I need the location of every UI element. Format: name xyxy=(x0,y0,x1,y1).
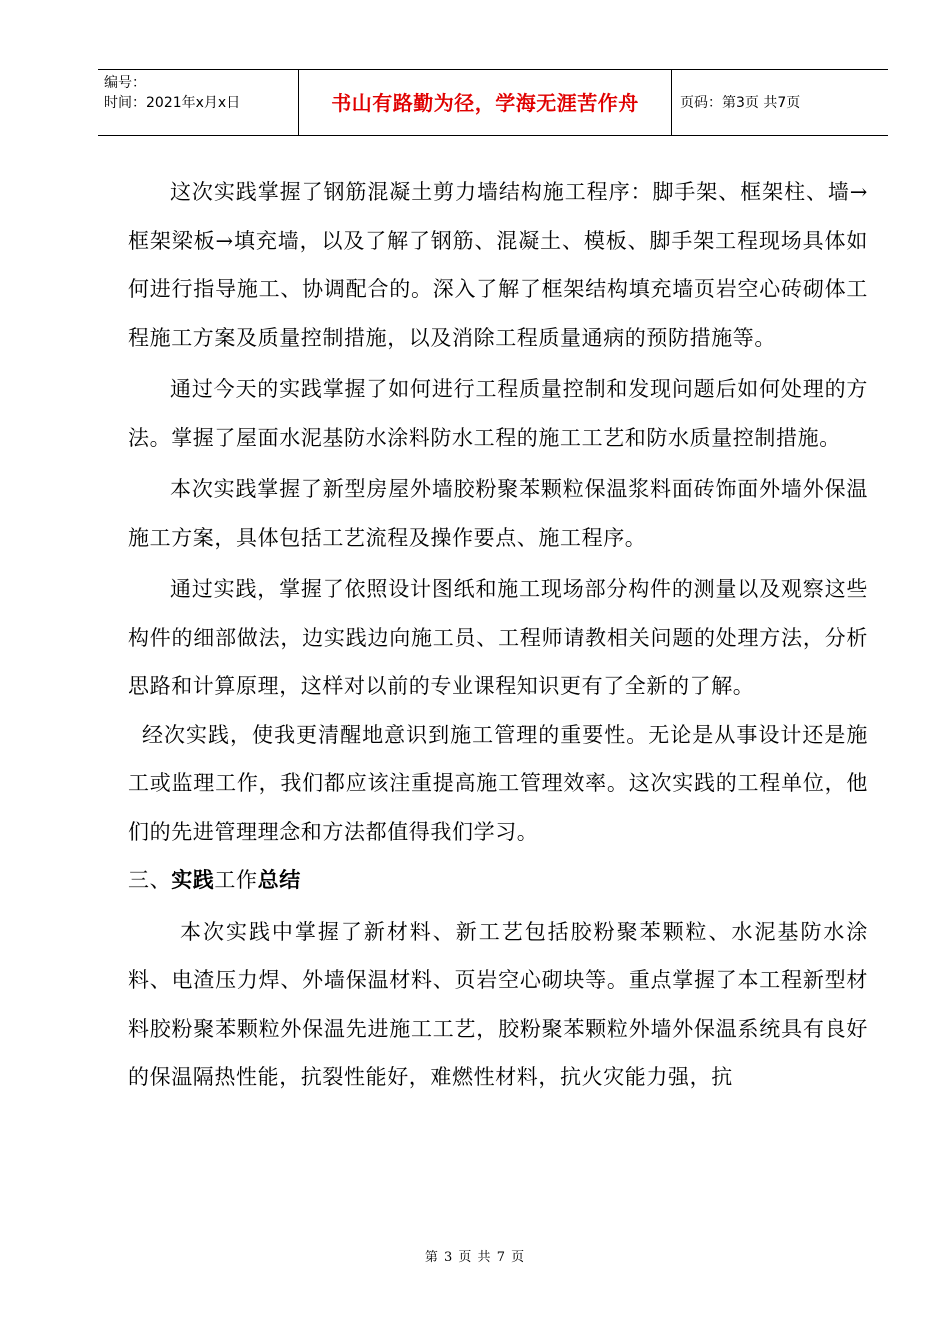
header-meta-cell xyxy=(98,70,299,136)
section-prefix: 三、 xyxy=(128,868,172,892)
section-middle: 工作 xyxy=(214,868,258,892)
section-bold-2: 总结 xyxy=(257,868,301,892)
page-header xyxy=(98,69,888,136)
document-body xyxy=(128,168,868,1102)
paragraph-2: 通过今天的实践掌握了如何进行工程质量控制和发现问题后如何处理的方法。掌握了屋面水泥基防水涂料防水工程的施工工艺和防水质量控制措施。 xyxy=(128,377,868,450)
header-motto: 书山有路勤为径，学海无涯苦作舟 xyxy=(299,70,672,136)
paragraph-5: 经次实践，使我更清醒地意识到施工管理的重要性。无论是从事设计还是施工或监理工作，我们都应该注重提高施工管理效率。这次实践的工程单位，他们的先进管理理念和方法都值得我们学习。 xyxy=(128,722,868,844)
header-page-info: 页码：第3页 共7页 xyxy=(680,95,801,111)
section-paragraph: 本次实践中掌握了新材料、新工艺包括胶粉聚苯颗粒、水泥基防水涂料、电渣压力焊、外墙保温材料、页岩空心砌块等。重点掌握了本工程新型材料胶粉聚苯颗粒外保温先进施工工艺，胶粉聚苯颗粒外墙外保温系统具有良好的保温隔热性能，抗裂性能好，难燃性材料，抗火灾能力强，抗 xyxy=(128,919,868,1089)
code-label: 编号： xyxy=(104,75,146,91)
section-heading xyxy=(128,856,868,905)
section-bold-1: 实践 xyxy=(171,868,215,892)
paragraph-4: 通过实践，掌握了依照设计图纸和施工现场部分构件的测量以及观察这些构件的细部做法，边实践边向施工员、工程师请教相关问题的处理方法，分析思路和计算原理，这样对以前的专业课程知识更有了全新的了解。 xyxy=(128,577,868,698)
time-label: 时间：2021年x月x日 xyxy=(104,95,241,111)
paragraph-1: 这次实践掌握了钢筋混凝土剪力墙结构施工程序：脚手架、框架柱、墙→框架梁板→填充墙，以及了解了钢筋、混凝土、模板、脚手架工程现场具体如何进行指导施工、协调配合的。深入了解了框架结构填充墙页岩空心砖砌体工程施工方案及质量控制措施，以及消除工程质量通病的预防措施等。 xyxy=(128,180,868,350)
page-footer: 第 3 页 共 7 页 xyxy=(424,1250,526,1265)
paragraph-3: 本次实践掌握了新型房屋外墙胶粉聚苯颗粒保温浆料面砖饰面外墙外保温施工方案，具体包括工艺流程及操作要点、施工程序。 xyxy=(128,477,868,550)
